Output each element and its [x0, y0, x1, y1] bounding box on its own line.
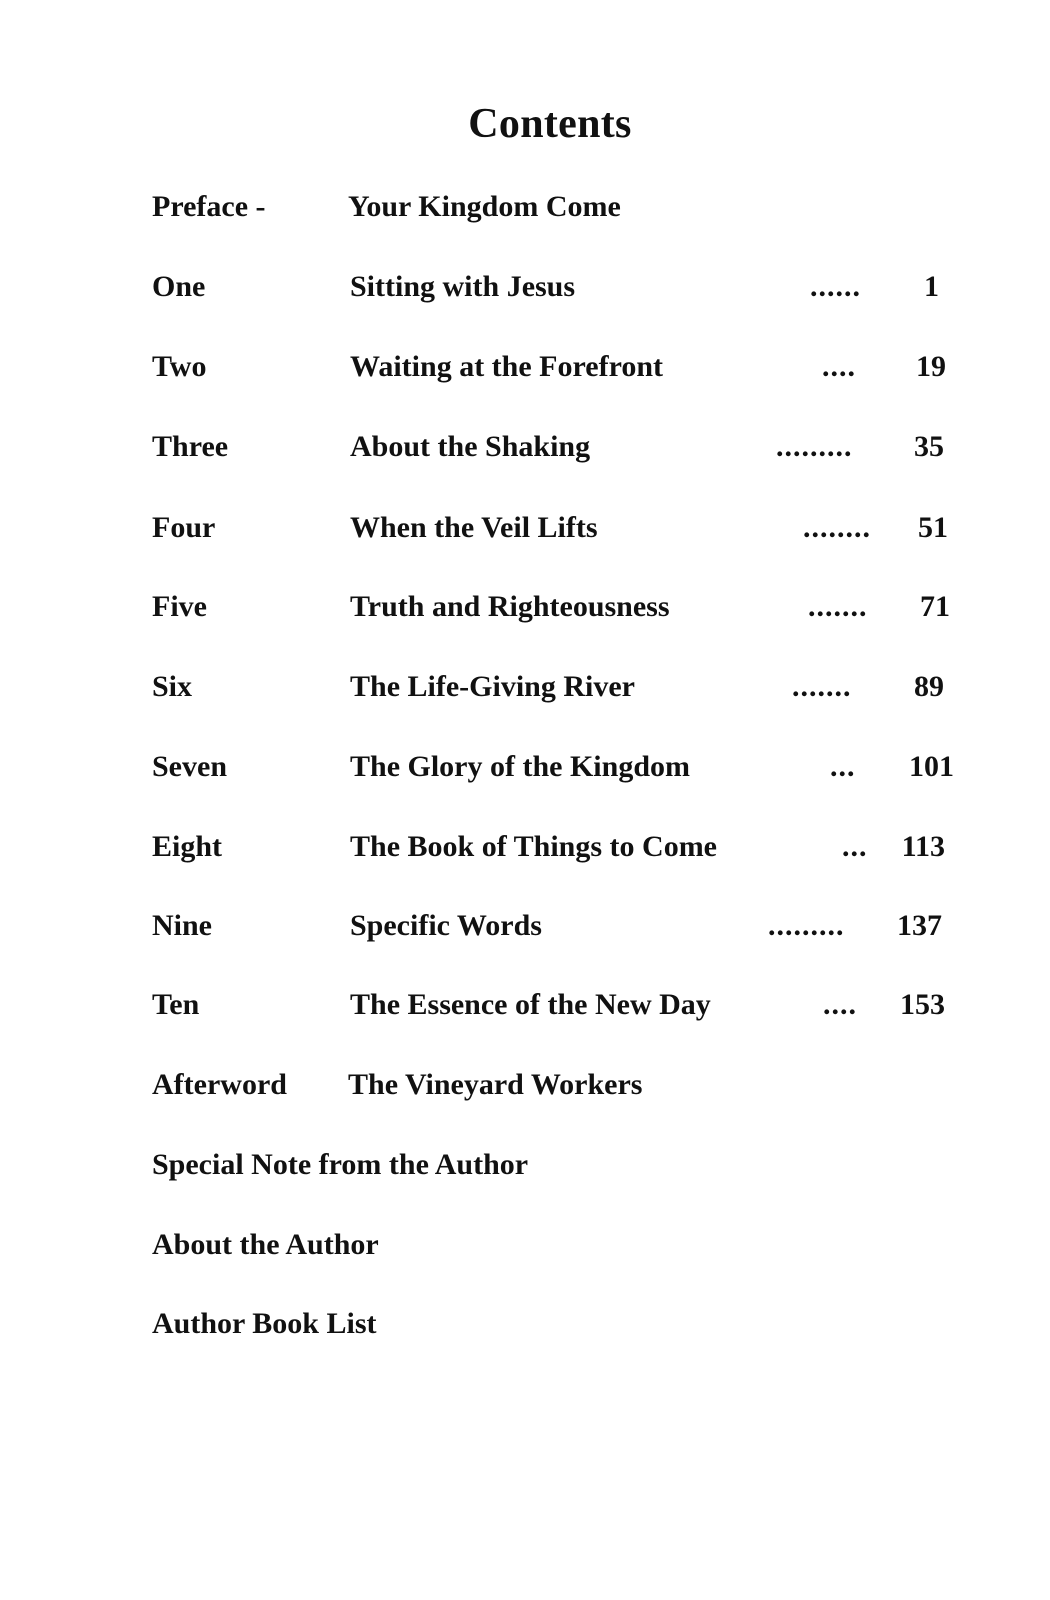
dot-leader: .... — [822, 350, 856, 383]
page-number: 1 — [924, 270, 939, 303]
toc-entry-five[interactable] — [0, 590, 1050, 634]
toc-entry-eight[interactable] — [0, 830, 1050, 874]
entry-title: Truth and Righteousness — [350, 590, 670, 623]
toc-entry-ten[interactable] — [0, 988, 1050, 1032]
entry-label: Four — [152, 511, 216, 544]
entry-title: The Glory of the Kingdom — [350, 750, 691, 783]
toc-entry-special-note[interactable] — [0, 1148, 1050, 1192]
entry-label: Ten — [152, 988, 200, 1021]
page-title: Contents — [468, 101, 632, 147]
toc-entry-preface[interactable] — [0, 190, 1050, 234]
entry-title: Specific Words — [350, 909, 542, 942]
dot-leader: ...... — [810, 270, 861, 303]
entry-label: Preface - — [152, 190, 266, 223]
toc-entry-nine[interactable] — [0, 909, 1050, 953]
toc-entry-six[interactable] — [0, 670, 1050, 714]
page-number: 113 — [901, 830, 945, 863]
page-number: 19 — [916, 350, 946, 383]
dot-leader: ....... — [808, 590, 868, 623]
toc-entry-about-author[interactable] — [0, 1228, 1050, 1272]
entry-title: The Book of Things to Come — [350, 830, 718, 863]
page-number: 51 — [918, 511, 948, 544]
entry-title: The Essence of the New Day — [350, 988, 711, 1021]
dot-leader: ......... — [776, 430, 853, 463]
entry-label: One — [152, 270, 206, 303]
entry-label: Two — [152, 350, 207, 383]
toc-entry-seven[interactable] — [0, 750, 1050, 794]
entry-title: Waiting at the Forefront — [350, 350, 664, 383]
page-number: 101 — [909, 750, 954, 783]
entry-title: Author Book List — [152, 1307, 377, 1340]
entry-title: The Life-Giving River — [350, 670, 635, 703]
entry-title: Special Note from the Author — [152, 1148, 529, 1181]
dot-leader: ... — [830, 750, 856, 783]
dot-leader: .... — [823, 988, 857, 1021]
entry-label: Three — [152, 430, 229, 463]
entry-label: Seven — [152, 750, 227, 783]
entry-title: Sitting with Jesus — [350, 270, 576, 303]
entry-title: When the Veil Lifts — [350, 511, 598, 544]
page-number: 35 — [914, 430, 944, 463]
entry-title: About the Shaking — [350, 430, 591, 463]
dot-leader: ... — [842, 830, 868, 863]
toc-entry-book-list[interactable] — [0, 1307, 1050, 1351]
toc-entry-four[interactable] — [0, 511, 1050, 555]
dot-leader: ........ — [803, 511, 871, 544]
entry-label: Five — [152, 590, 207, 623]
toc-entry-afterword[interactable] — [0, 1068, 1050, 1112]
entry-label: Nine — [152, 909, 212, 942]
entry-label: Afterword — [152, 1068, 287, 1101]
entry-title: About the Author — [152, 1228, 379, 1261]
page-number: 153 — [900, 988, 945, 1021]
entry-label: Six — [152, 670, 193, 703]
toc-entry-two[interactable] — [0, 350, 1050, 394]
page-number: 89 — [914, 670, 944, 703]
dot-leader: ......... — [768, 909, 845, 942]
dot-leader: ....... — [792, 670, 852, 703]
page-number: 137 — [897, 909, 942, 942]
entry-title: Your Kingdom Come — [348, 190, 621, 223]
toc-entry-three[interactable] — [0, 430, 1050, 474]
entry-title: The Vineyard Workers — [348, 1068, 643, 1101]
entry-label: Eight — [152, 830, 223, 863]
page-number: 71 — [920, 590, 950, 623]
toc-entry-one[interactable] — [0, 270, 1050, 314]
